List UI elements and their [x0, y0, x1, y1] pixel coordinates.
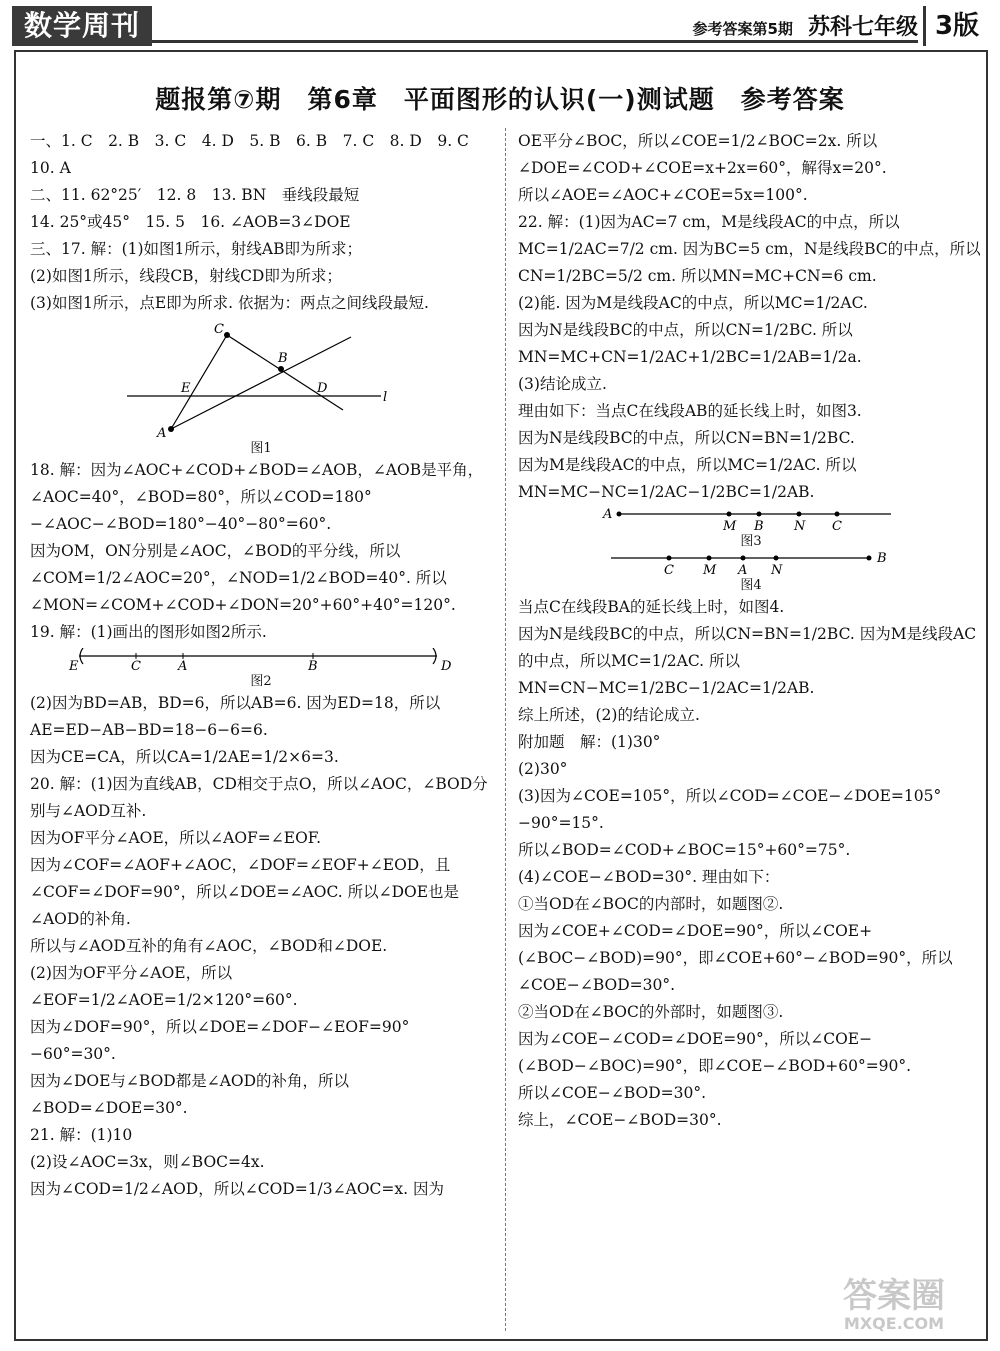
answer-line: ①当OD在∠BOC的内部时，如题图②.: [518, 895, 784, 913]
answer-line: 当点C在线段BA的延长线上时，如图4.: [518, 598, 785, 616]
answer-line: 因为N是线段BC的中点，所以CN=BN=1/2BC. 因为M是线段AC的中点，所以MC=1/2AC. 所以MN=CN−MC=1/2BC−1/2AC=1/2AB.: [518, 625, 977, 697]
answer-line: 18. 解：因为∠AOC+∠COD+∠BOD=∠AOB，∠AOB是平角，∠AOC=40°，∠BOD=80°，所以∠COD=180°−∠AOC−∠BOD=180°−40°−80°=60°.: [30, 461, 484, 533]
answer-line: 因为∠COE+∠COD=∠DOE=90°，所以∠COE+(∠BOC−∠BOD)=90°，即∠COE+60°−∠BOD=90°，所以∠COE−∠BOD=30°.: [518, 922, 953, 994]
fig3-label-n: N: [794, 519, 806, 532]
answer-line: 综上所述，(2)的结论成立.: [518, 706, 700, 724]
answer-line: 二、11. 62°25′ 12. 8 13. BN 垂线段最短: [30, 186, 360, 204]
right-column: [518, 128, 984, 1134]
answer-line: (3)如图1所示，点E即为所求. 依据为：两点之间线段最短.: [30, 294, 429, 312]
answer-line: 所以∠BOD=∠COD+∠BOC=15°+60°=75°.: [518, 841, 851, 859]
fig2-label-a: A: [178, 659, 188, 672]
answer-line: (2)能. 因为M是线段AC的中点，所以MC=1/2AC.: [518, 294, 868, 312]
fig1-label-l: l: [383, 390, 388, 405]
fig2-label-b: B: [308, 659, 318, 672]
fig1-label-e: E: [181, 381, 191, 396]
page-title: 题报第⑦期 第6章 平面图形的认识(一)测试题 参考答案: [155, 85, 845, 114]
answer-line: 22. 解：(1)因为AC=7 cm，M是线段AC的中点，所以MC=1/2AC=7/2 cm. 因为BC=5 cm，N是线段BC的中点，所以CN=1/2BC=5/2 cm. 所以MN=MC+CN=6 cm.: [518, 213, 981, 285]
fig2-label-e: E: [69, 659, 79, 672]
fig2-label-c: C: [131, 659, 141, 672]
answer-line: 理由如下：当点C在线段AB的延长线上时，如图3.: [518, 402, 862, 420]
answer-line: 一、1. C 2. B 3. C 4. D 5. B 6. B 7. C 8. D 9. C: [30, 132, 469, 150]
brand-logo: 数学周刊: [12, 6, 152, 46]
answer-line: 附加题 解：(1)30°: [518, 733, 661, 751]
answer-line: 因为∠COF=∠AOF+∠AOC，∠DOF=∠EOF+∠EOD，且∠COF=∠DOF=90°，所以∠DOE=∠AOC. 所以∠DOE也是∠AOD的补角.: [30, 856, 460, 928]
answer-line: (2)30°: [518, 760, 568, 778]
grade-label: 苏科七年级: [807, 15, 918, 40]
fig1-label-d: D: [317, 381, 328, 396]
figure-2-caption: 图2: [250, 674, 272, 689]
watermark-url: MXQE.COM: [843, 1314, 945, 1333]
answer-line: (2)如图1所示，线段CB，射线CD即为所求；: [30, 267, 342, 285]
answer-line: 14. 25°或45° 15. 5 16. ∠AOB=3∠DOE: [30, 213, 351, 231]
figure-1: [121, 319, 401, 439]
answer-line: 因为N是线段BC的中点，所以CN=1/2BC. 所以MN=MC+CN=1/2AC+1/2BC=1/2AB=1/2a.: [518, 321, 862, 366]
answer-line: 所以与∠AOD互补的角有∠AOC，∠BOD和∠DOE.: [30, 937, 388, 955]
answer-line: 因为N是线段BC的中点，所以CN=BN=1/2BC.: [518, 429, 855, 447]
fig4-label-b: B: [877, 552, 887, 566]
answer-line: 因为CE=CA，所以CA=1/2AE=1/2×6=3.: [30, 748, 339, 766]
column-divider: [505, 128, 506, 1331]
answer-line: (3)结论成立.: [518, 375, 607, 393]
answer-line: (2)因为OF平分∠AOE，所以∠EOF=1/2∠AOE=1/2×120°=60°.: [30, 964, 298, 1009]
answer-line: ②当OD在∠BOC的外部时，如题图③.: [518, 1003, 784, 1021]
answer-line: 因为OM，ON分别是∠AOC，∠BOD的平分线，所以∠COM=1/2∠AOC=20°，∠NOD=1/2∠BOD=40°. 所以∠MON=∠COM+∠COD+∠DON=20°+60°+40°=120°.: [30, 542, 456, 614]
issue-label: 参考答案第5期: [692, 20, 793, 38]
fig4-label-m: M: [703, 563, 717, 576]
fig2-label-d: D: [441, 659, 452, 672]
answer-line: 因为OF平分∠AOE，所以∠AOF=∠EOF.: [30, 829, 322, 847]
fig1-label-b: B: [278, 351, 288, 366]
figure-2: [61, 648, 461, 672]
answer-line: 所以∠COE−∠BOD=30°.: [518, 1084, 707, 1102]
figure-4-caption: 图4: [740, 578, 762, 593]
answer-line: 所以∠AOE=∠AOC+∠COE=5x=100°.: [518, 186, 808, 204]
answer-line: 20. 解：(1)因为直线AB，CD相交于点O，所以∠AOC，∠BOD分别与∠AOD互补.: [30, 775, 488, 820]
answer-line: 因为∠COD=1/2∠AOD，所以∠COD=1/3∠AOC=x. 因为: [30, 1180, 444, 1198]
fig3-label-c: C: [832, 519, 842, 532]
watermark-text: 答案圈: [843, 1276, 945, 1316]
fig3-label-m: M: [723, 519, 737, 532]
answer-line: 因为∠DOF=90°，所以∠DOE=∠DOF−∠EOF=90°−60°=30°.: [30, 1018, 410, 1063]
page-header: [12, 6, 988, 46]
fig4-label-a: A: [738, 563, 748, 576]
answer-line: (4)∠COE−∠BOD=30°. 理由如下：: [518, 868, 780, 886]
answer-line: 10. A: [30, 159, 71, 177]
answer-line: 因为∠DOE与∠BOD都是∠AOD的补角，所以∠BOD=∠DOE=30°.: [30, 1072, 350, 1117]
answer-line: 21. 解：(1)10: [30, 1126, 133, 1144]
answer-line: 19. 解：(1)画出的图形如图2所示.: [30, 623, 267, 641]
answer-line: (3)因为∠COE=105°，所以∠COD=∠COE−∠DOE=105°−90°=15°.: [518, 787, 942, 832]
fig1-label-c: C: [214, 322, 224, 337]
header-info: [692, 10, 918, 41]
watermark: [804, 1277, 984, 1337]
fig3-label-b: B: [754, 519, 764, 532]
answer-line: 因为M是线段AC的中点，所以MC=1/2AC. 所以MN=MC−NC=1/2AC−1/2BC=1/2AB.: [518, 456, 857, 501]
answer-line: OE平分∠BOC，所以∠COE=1/2∠BOC=2x. 所以∠DOE=∠COD+∠COE=x+2x=60°，解得x=20°.: [518, 132, 887, 177]
answer-line: (2)设∠AOC=3x，则∠BOC=4x.: [30, 1153, 265, 1171]
figure-3: [601, 508, 901, 532]
answer-line: 因为∠COE−∠COD=∠DOE=90°，所以∠COE−(∠BOD−∠BOC)=90°，即∠COE−∠BOD+60°=90°.: [518, 1030, 912, 1075]
figure-3-caption: 图3: [740, 534, 762, 549]
fig4-label-c: C: [664, 563, 674, 576]
figure-4: [601, 552, 901, 576]
answer-line: 综上，∠COE−∠BOD=30°.: [518, 1111, 722, 1129]
fig4-label-n: N: [771, 563, 783, 576]
answer-line: 三、17. 解：(1)如图1所示，射线AB即为所求；: [30, 240, 362, 258]
fig1-label-a: A: [157, 426, 167, 439]
answer-line: (2)因为BD=AB，BD=6，所以AB=6. 因为ED=18，所以AE=ED−AB−BD=18−6−6=6.: [30, 694, 441, 739]
edition-label: 3版: [923, 6, 988, 46]
figure-1-caption: 图1: [250, 441, 272, 456]
fig3-label-a: A: [603, 508, 613, 522]
left-column: [30, 128, 492, 1203]
